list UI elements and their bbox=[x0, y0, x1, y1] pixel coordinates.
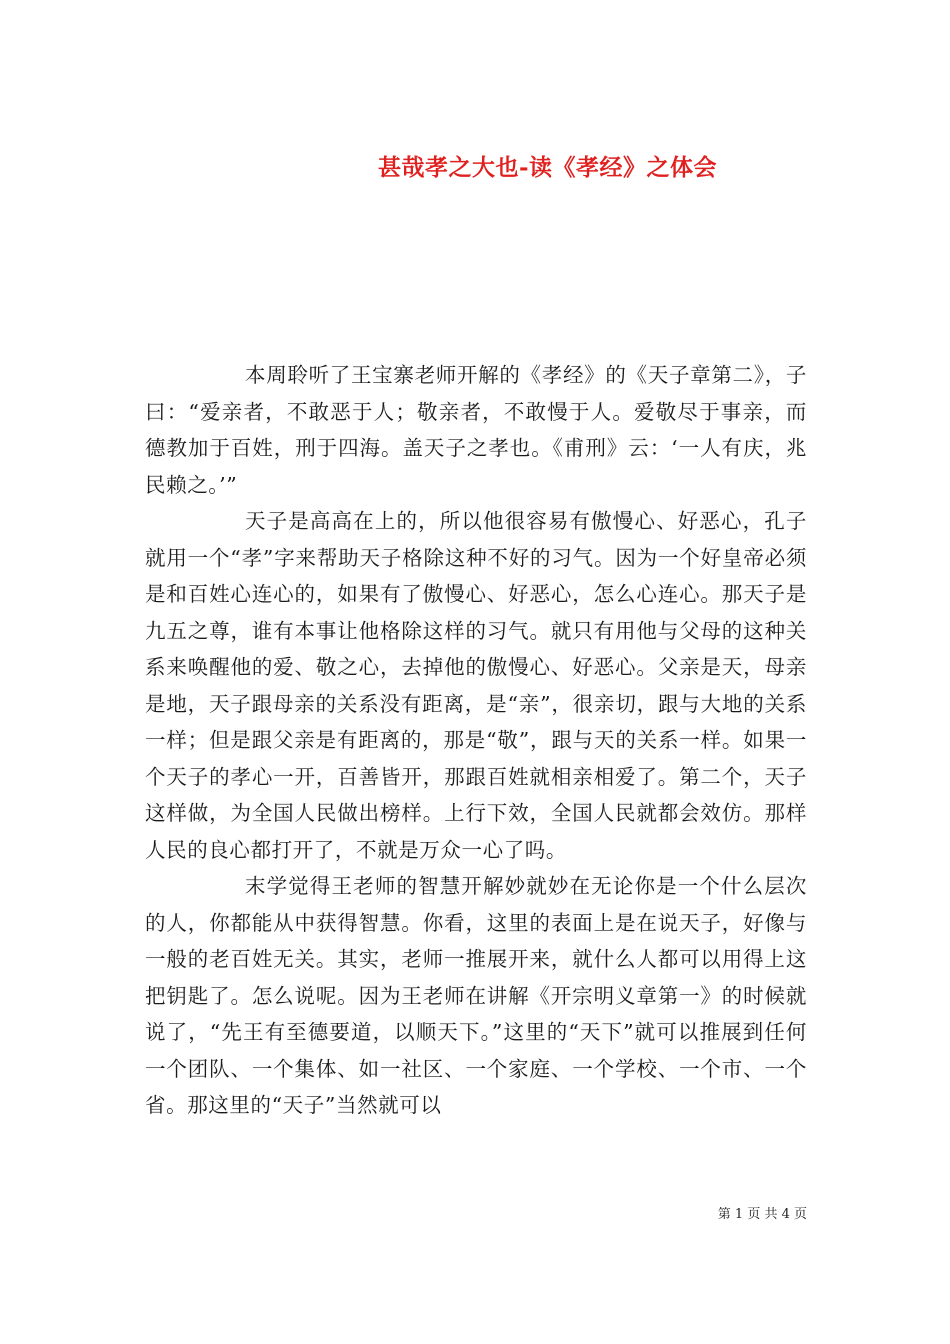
document-title: 甚哉孝之大也-读《孝经》之体会 bbox=[377, 154, 718, 182]
page-number-footer: 第 1 页 共 4 页 bbox=[717, 1207, 807, 1222]
document-body bbox=[145, 357, 807, 1124]
paragraph-1: 本周聆听了王宝寨老师开解的《孝经》的《天子章第二》，子曰：“爱亲者，不敢恶于人；敬亲者，不敢慢于人。爱敬尽于事亲，而德教加于百姓，刑于四海。盖天子之孝也。《甫刑》云：‘一人有庆，兆民赖之。’” bbox=[145, 363, 807, 497]
paragraph-2: 天子是高高在上的，所以他很容易有傲慢心、好恶心，孔子就用一个“孝”字来帮助天子格除这种不好的习气。因为一个好皇帝必须是和百姓心连心的，如果有了傲慢心、好恶心，怎么心连心。那天子是九五之尊，谁有本事让他格除这样的习气。就只有用他与父母的这种关系来唤醒他的爱、敬之心，去掉他的傲慢心、好恶心。父亲是天，母亲是地，天子跟母亲的关系没有距离，是“亲”，很亲切，跟与大地的关系一样；但是跟父亲是有距离的，那是“敬”，跟与天的关系一样。如果一个天子的孝心一开，百善皆开，那跟百姓就相亲相爱了。第二个，天子这样做，为全国人民做出榜样。上行下效，全国人民就都会效仿。那样人民的良心都打开了，不就是万众一心了吗。 bbox=[145, 509, 807, 862]
paragraph-3: 末学觉得王老师的智慧开解妙就妙在无论你是一个什么层次的人，你都能从中获得智慧。你看，这里的表面上是在说天子，好像与一般的老百姓无关。其实，老师一推展开来，就什么人都可以用得上这把钥匙了。怎么说呢。因为王老师在讲解《开宗明义章第一》的时候就说了，“先王有至德要道，以顺天下。”这里的“天下”就可以推展到任何一个团队、一个集体、如一社区、一个家庭、一个学校、一个市、一个省。那这里的“天子”当然就可以 bbox=[145, 874, 807, 1117]
